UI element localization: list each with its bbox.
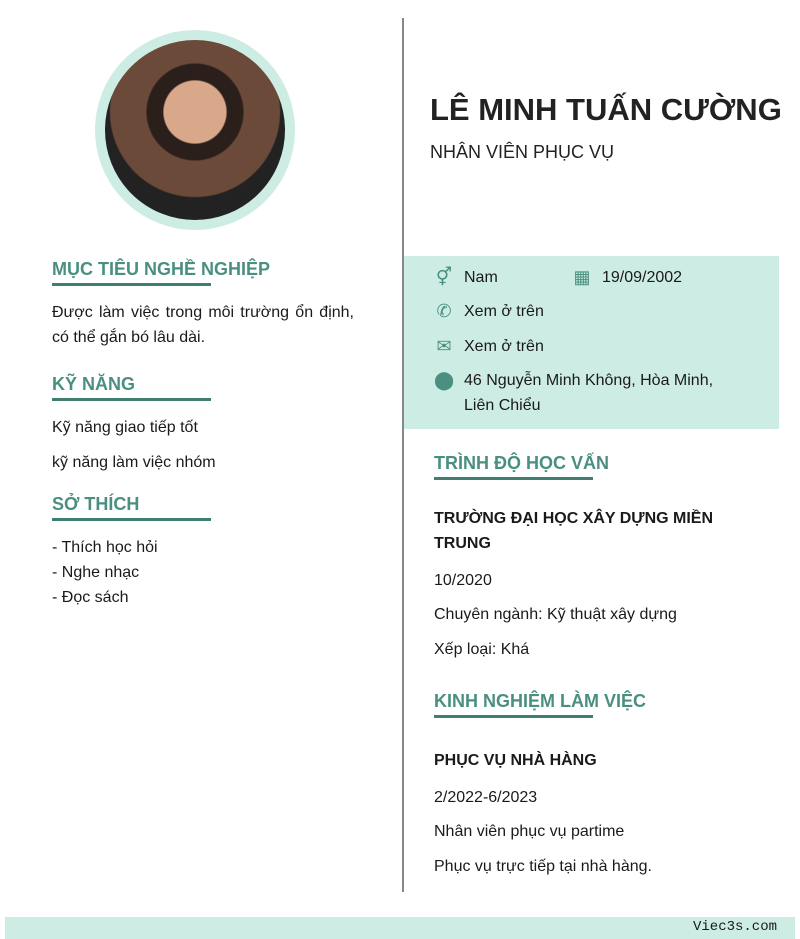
email-icon: ✉	[436, 336, 452, 356]
objective-text: Được làm việc trong môi trường ổn định, có thể gắn bó lâu dài.	[52, 304, 354, 346]
skill-item: kỹ năng làm việc nhóm	[52, 454, 216, 471]
phone-value: Xem ở trên	[464, 303, 544, 320]
education-heading: TRÌNH ĐỘ HỌC VẤN	[434, 453, 609, 473]
experience-description: Phục vụ trực tiếp tại nhà hàng.	[434, 858, 652, 875]
address-line2: Liên Chiểu	[464, 397, 541, 414]
hobby-item: - Nghe nhạc	[52, 564, 140, 581]
heading-underline	[434, 715, 593, 718]
footer-brand: Viec3s.com	[692, 919, 777, 935]
hobby-item: - Thích học hỏi	[52, 539, 158, 556]
experience-role: Nhân viên phục vụ partime	[434, 823, 625, 840]
objective-heading: MỤC TIÊU NGHỀ NGHIỆP	[52, 259, 271, 279]
birthdate-value: 19/09/2002	[602, 269, 683, 286]
email-value: Xem ở trên	[464, 338, 544, 355]
skill-item: Kỹ năng giao tiếp tốt	[52, 419, 198, 436]
education-major: Chuyên ngành: Kỹ thuật xây dựng	[434, 606, 677, 623]
candidate-name: LÊ MINH TUẤN CƯỜNG	[430, 92, 782, 127]
heading-underline	[52, 398, 211, 401]
location-icon: ⬤	[434, 370, 455, 390]
experience-date: 2/2022-6/2023	[434, 789, 538, 806]
column-divider	[402, 18, 404, 892]
education-grade: Xếp loại: Khá	[434, 641, 530, 658]
heading-underline	[434, 477, 593, 480]
heading-underline	[52, 518, 211, 521]
skills-heading: KỸ NĂNG	[52, 374, 136, 394]
calendar-icon: ▦	[573, 267, 591, 287]
phone-icon: ✆	[436, 301, 452, 321]
footer-bar	[5, 917, 795, 939]
heading-underline	[52, 283, 211, 286]
school-name: TRƯỜNG ĐẠI HỌC XÂY DỰNG MIỀN TRUNG	[434, 510, 714, 552]
gender-icon: ⚥	[435, 267, 453, 287]
experience-company: PHỤC VỤ NHÀ HÀNG	[434, 752, 597, 769]
experience-heading: KINH NGHIỆM LÀM VIỆC	[434, 691, 647, 711]
hobbies-heading: SỞ THÍCH	[52, 494, 140, 514]
gender-value: Nam	[464, 269, 498, 286]
hobby-item: - Đọc sách	[52, 589, 129, 606]
profile-photo	[95, 30, 295, 230]
candidate-position: NHÂN VIÊN PHỤC VỤ	[430, 142, 615, 162]
education-date: 10/2020	[434, 572, 492, 589]
address-line1: 46 Nguyễn Minh Không, Hòa Minh,	[464, 372, 714, 389]
